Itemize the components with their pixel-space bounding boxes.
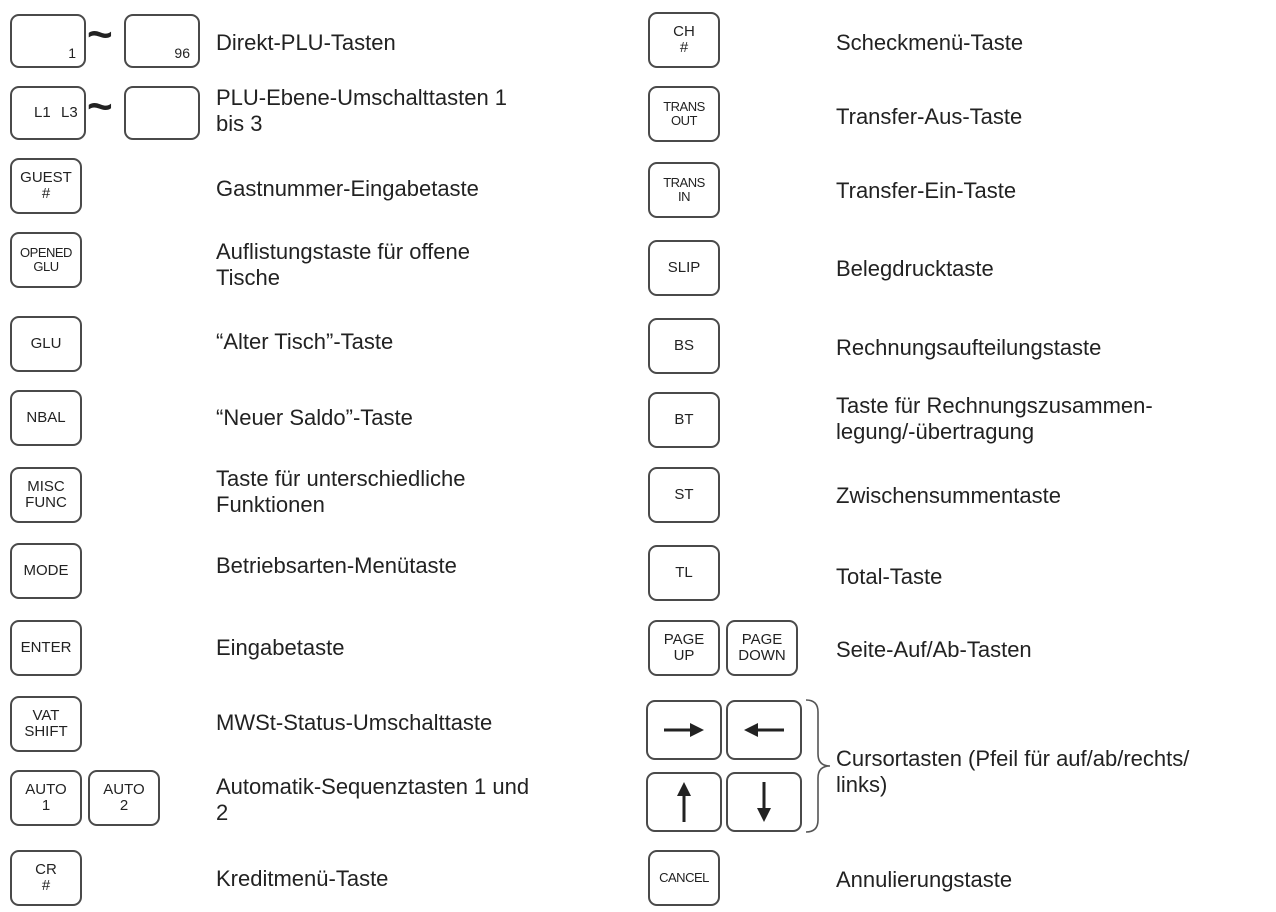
cursor-right-key[interactable] [646,700,722,760]
desc-auto: Automatik-Sequenztasten 1 und 2 [216,774,530,825]
desc-direct-plu: Direkt-PLU-Tasten [216,30,396,55]
check-menu-key[interactable]: CH # [648,12,720,68]
desc-bs: Rechnungsaufteilungstaste [836,335,1102,360]
glu-key[interactable]: GLU [10,316,82,372]
desc-plu-level: PLU-Ebene-Umschalttasten 1 bis 3 [216,85,508,136]
right-arrow-icon [662,721,706,739]
mode-key[interactable]: MODE [10,543,82,599]
down-arrow-icon [755,780,773,824]
desc-check-menu: Scheckmenü-Taste [836,30,1024,55]
desc-nbal: “Neuer Saldo”-Taste [216,405,413,430]
bs-key[interactable]: BS [648,318,720,374]
tl-key[interactable]: TL [648,545,720,601]
range-tilde-icon: ~ [87,10,113,59]
desc-glu: “Alter Tisch”-Taste [216,329,394,354]
desc-guest-number: Gastnummer-Eingabetaste [216,176,479,201]
transfer-in-key[interactable]: TRANS IN [648,162,720,218]
cancel-key[interactable]: CANCEL [648,850,720,906]
desc-misc-func: Taste für unterschiedliche Funktionen [216,466,466,517]
cursor-left-key[interactable] [726,700,802,760]
vat-shift-key[interactable]: VAT SHIFT [10,696,82,752]
transfer-out-key[interactable]: TRANS OUT [648,86,720,142]
right-brace-icon [804,698,834,834]
plu-key-1[interactable]: 1 [10,14,86,68]
misc-func-key[interactable]: MISC FUNC [10,467,82,523]
desc-enter: Eingabetaste [216,635,345,660]
cursor-up-key[interactable] [646,772,722,832]
desc-transfer-out: Transfer-Aus-Taste [836,104,1023,129]
bt-key[interactable]: BT [648,392,720,448]
credit-menu-key[interactable]: CR # [10,850,82,906]
desc-tl: Total-Taste [836,564,943,589]
plu-level-label-l1: L1 [34,104,51,121]
desc-cancel: Annulierungstaste [836,867,1013,892]
plu-level-key-l3[interactable] [124,86,200,140]
desc-mode: Betriebsarten-Menütaste [216,553,457,578]
opened-glu-key[interactable]: OPENED GLU [10,232,82,288]
desc-transfer-in: Transfer-Ein-Taste [836,178,1017,203]
desc-bt: Taste für Rechnungszusammen- legung/-übertragung [836,393,1153,444]
desc-st: Zwischensummentaste [836,483,1061,508]
desc-page: Seite-Auf/Ab-Tasten [836,637,1032,662]
desc-vat-shift: MWSt-Status-Umschalttaste [216,710,493,735]
st-key[interactable]: ST [648,467,720,523]
left-arrow-icon [742,721,786,739]
desc-credit-menu: Kreditmenü-Taste [216,866,389,891]
desc-cursor: Cursortasten (Pfeil für auf/ab/rechts/ links) [836,746,1190,797]
desc-slip: Belegdrucktaste [836,256,994,281]
auto-2-key[interactable]: AUTO 2 [88,770,160,826]
guest-number-key[interactable]: GUEST # [10,158,82,214]
page-up-key[interactable]: PAGE UP [648,620,720,676]
cursor-down-key[interactable] [726,772,802,832]
plu-key-96[interactable]: 96 [124,14,200,68]
desc-opened-glu: Auflistungstaste für offene Tische [216,239,470,290]
page-down-key[interactable]: PAGE DOWN [726,620,798,676]
plu-level-label-l3: L3 [61,104,78,121]
up-arrow-icon [675,780,693,824]
range-tilde-icon: ~ [87,82,113,131]
slip-key[interactable]: SLIP [648,240,720,296]
enter-key[interactable]: ENTER [10,620,82,676]
auto-1-key[interactable]: AUTO 1 [10,770,82,826]
nbal-key[interactable]: NBAL [10,390,82,446]
